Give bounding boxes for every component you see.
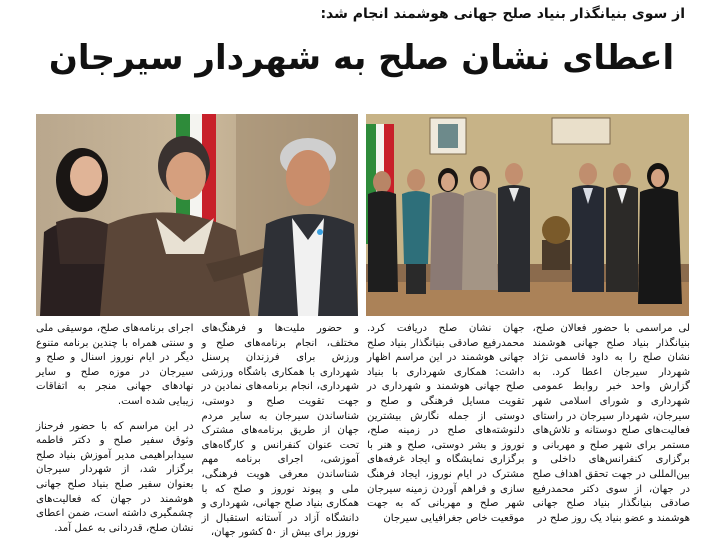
article-kicker: از سوی بنیانگذار بنیاد صلح جهانی هوشمند انجام شد: — [320, 6, 685, 22]
body-column-3 — [201, 322, 360, 539]
body-paragraph: در این مراسم که با حضور فرحناز وثوق سفیر صلح و دکتر فاطمه سیدابراهیمی مدیر آموزش بنیاد صلح برگزار شد، از شهردار سیرجان بعنوان سفیر صلح بنیاد صلح جهانی هوشمند در جهان که فعالیت‌های چشمگیری داشته است، ضمن اعطای نشان صلح، قدردانی به عمل آمد. — [36, 420, 194, 534]
body-column-2 — [367, 322, 525, 524]
photo-group — [366, 114, 689, 316]
body-paragraph: و حضور ملیت‌ها و فرهنگ‌های مختلف، انجام برنامه‌های صلح و ورزش برای فرزندان پرسنل شهرداری با همکاری باشگاه ورزشی شهرداری، انجام برنامه‌های نمادین در جهت تقویت صلح و دوستی، شناساندن سیرجان به سایر مردم جهان از طریق برنامه‌های مشترک تحت عنوان کنفرانس و کارگاه‌های آموزشی، اجرای برنامه مهم شناساندن معرفی هویت فرهنگی، ملی و پیوند نوروز و صلح که با همکاری بنیاد صلح جهانی، شهرداری و دانشگاه آزاد در آستانه استقبال از نوروز برای بیش از ۵۰ کشور جهان، — [201, 323, 359, 539]
body-paragraph: اجرای برنامه‌های صلح، موسیقی ملی و سنتی همراه با چندین برنامه متنوع دیگر در ایام نوروز اسنال و صلح و سیرجان در موزه صلح و سایر نهادهای جهانی منجر به اتفاقات زیبایی شده است. — [36, 323, 194, 407]
body-column-4 — [36, 322, 194, 534]
article-body — [36, 322, 690, 539]
article-headline: اعطای نشان صلح به شهردار سیرجان — [48, 38, 675, 78]
body-column-1 — [532, 322, 691, 524]
body-paragraph: جهان نشان صلح دریافت کرد. محمدرفیع صادقی بنیانگذار بنیاد صلح جهانی هوشمند در این مراسم اظهار داشت: همکاری شهرداری با بنیاد صلح جهانی هوشمند و شهرداری در تقویت مسایل فرهنگی و صلح و دوستی از جمله نگارش بیشترین دلنوشته‌های صلح در زمینه صلح، نوروز و بشر دوستی، صلح و هنر با برگزاری نمایشگاه و ایجاد غرفه‌های مشترک در ایام نوروز، ایجاد فرهنگ سازی و فراهم آوردن زمینه سیرجان شهر صلح و مهربانی که به جهت موقعیت خاص جغرافیایی سیرجان — [367, 323, 525, 524]
photo-award-pinning — [36, 114, 358, 316]
body-paragraph: لی مراسمی با حضور فعالان صلح، بنیانگذار بنیاد صلح جهانی هوشمند نشان صلح را به داود قاسمی نژاد شهردار سیرجان اعطا کرد. به گزارش واحد خبر روابط عمومی شهرداری و شورای اسلامی شهر سیرجان، شهردار سیرجان در راستای فعالیت‌های صلح دوستانه و تلاش‌های مستمر برای شهر صلح و مهربانی و برگزاری کنفرانس‌های داخلی و بین‌المللی در جهت تحقق اهداف صلح در جهان، از سوی دکتر محمدرفیع صادقی بنیانگذار بنیاد صلح جهانی هوشمند و عضو بنیاد یک روز صلح در — [532, 323, 690, 524]
